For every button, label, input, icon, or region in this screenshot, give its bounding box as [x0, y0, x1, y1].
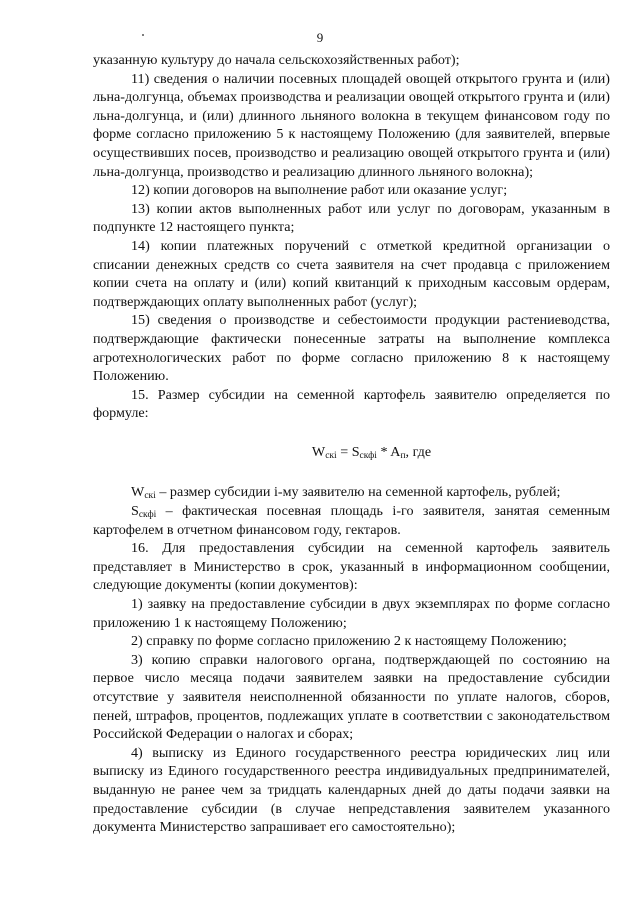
paragraph-16-item-4: 4) выписку из Единого государственного реестра юридических лиц или выписку из Единого государственного реестра индивидуальных предпринимателей, выданную не ранее чем за тридцать календарных дней до даты подачи заявки на предоставление субсидии (в случае непредставления заявителем указанного документа Министерство запрашивает его самостоятельно);	[93, 744, 610, 836]
definition-w-symbol: W	[131, 484, 145, 501]
subsidy-formula	[93, 443, 610, 462]
paragraph-item-13: 13) копии актов выполненных работ или услуг по договорам, указанным в подпункте 12 настоящего пункта;	[93, 200, 610, 236]
formula-equals: =	[336, 443, 352, 460]
formula-tail: , где	[405, 443, 432, 460]
paragraph-item-11: 11) сведения о наличии посевных площадей овощей открытого грунта и (или) льна-долгунца, объемах производства и реализации овощей открытого грунта и (или) льна-долгунца, и (или) длинного льняного волокна в текущем финансовом году по форме согласно приложению 5 к настоящему Положению (для заявителей, впервые осуществивших посев, производство и реализацию овощей открытого грунта и (или) льна-долгунца, производство и реализацию длинного льняного волокна);	[93, 70, 610, 180]
formula-multiply: *	[376, 443, 391, 460]
formula-w-subscript: скi	[325, 450, 337, 461]
paragraph-section-16: 16. Для предоставления субсидии на семенной картофель заявитель представляет в Министерство в срок, указанный в информационном сообщении, следующие документы (копии документов):	[93, 540, 610, 594]
definition-w-text: – размер субсидии i-му заявителю на семенной картофель, рублей;	[155, 484, 561, 501]
formula-w: W	[311, 443, 326, 460]
paragraph-item-12: 12) копии договоров на выполнение работ или оказание услуг;	[131, 182, 508, 199]
formula-a: A	[390, 443, 401, 460]
paragraph-16-item-1: 1) заявку на предоставление субсидии в двух экземплярах по форме согласно приложению 1 к настоящему Положению;	[93, 596, 610, 631]
definition-s-subscript: скфi	[138, 510, 157, 521]
formula-s: S	[351, 443, 360, 460]
paragraph-item-15: 15) сведения о производстве и себестоимости продукции растениеводства, подтверждающие фактически понесенные затраты на выполнение комплекса агротехнологических работ по форме согласно приложению 8 к настоящему Положению.	[93, 312, 610, 385]
definition-s-symbol: S	[131, 503, 139, 520]
page-number: 9	[316, 30, 324, 45]
paragraph-16-item-2: 2) справку по форме согласно приложению 2 к настоящему Положению;	[131, 633, 567, 650]
paragraph-section-15: 15. Размер субсидии на семенной картофель заявителю определяется по формуле:	[93, 386, 610, 422]
paragraph-continuation: указанную культуру до начала сельскохозяйственных работ);	[93, 52, 460, 68]
definition-w-subscript: скi	[144, 491, 156, 502]
definition-s	[93, 502, 610, 539]
formula-a-subscript: п	[400, 450, 406, 461]
definition-w	[93, 483, 610, 502]
formula-s-subscript: скфi	[359, 450, 377, 461]
paragraph-item-14: 14) копии платежных поручений с отметкой кредитной организации о списании денежных средств со счета заявителя на счет продавца с приложением копии счета на оплату и (или) копий квитанций к приходным кассовым ордерам, подтверждающих оплату выполненных работ (услуг);	[93, 237, 610, 310]
definition-s-text: – фактическая посевная площадь i-го заявителя, занятая семенным картофелем в отчетном финансовом году, гектаров.	[93, 503, 610, 538]
document-body	[93, 51, 610, 837]
paragraph-16-item-3: 3) копию справки налогового органа, подтверждающей по состоянию на первое число месяца подачи заявителем заявки на предоставление субсидии отсутствие у заявителя неисполненной обязанности по уплате налогов, сборов, пеней, штрафов, процентов, подлежащих уплате в соответствии с законодательством Российской Федерации о налогах и сборах;	[93, 651, 610, 743]
